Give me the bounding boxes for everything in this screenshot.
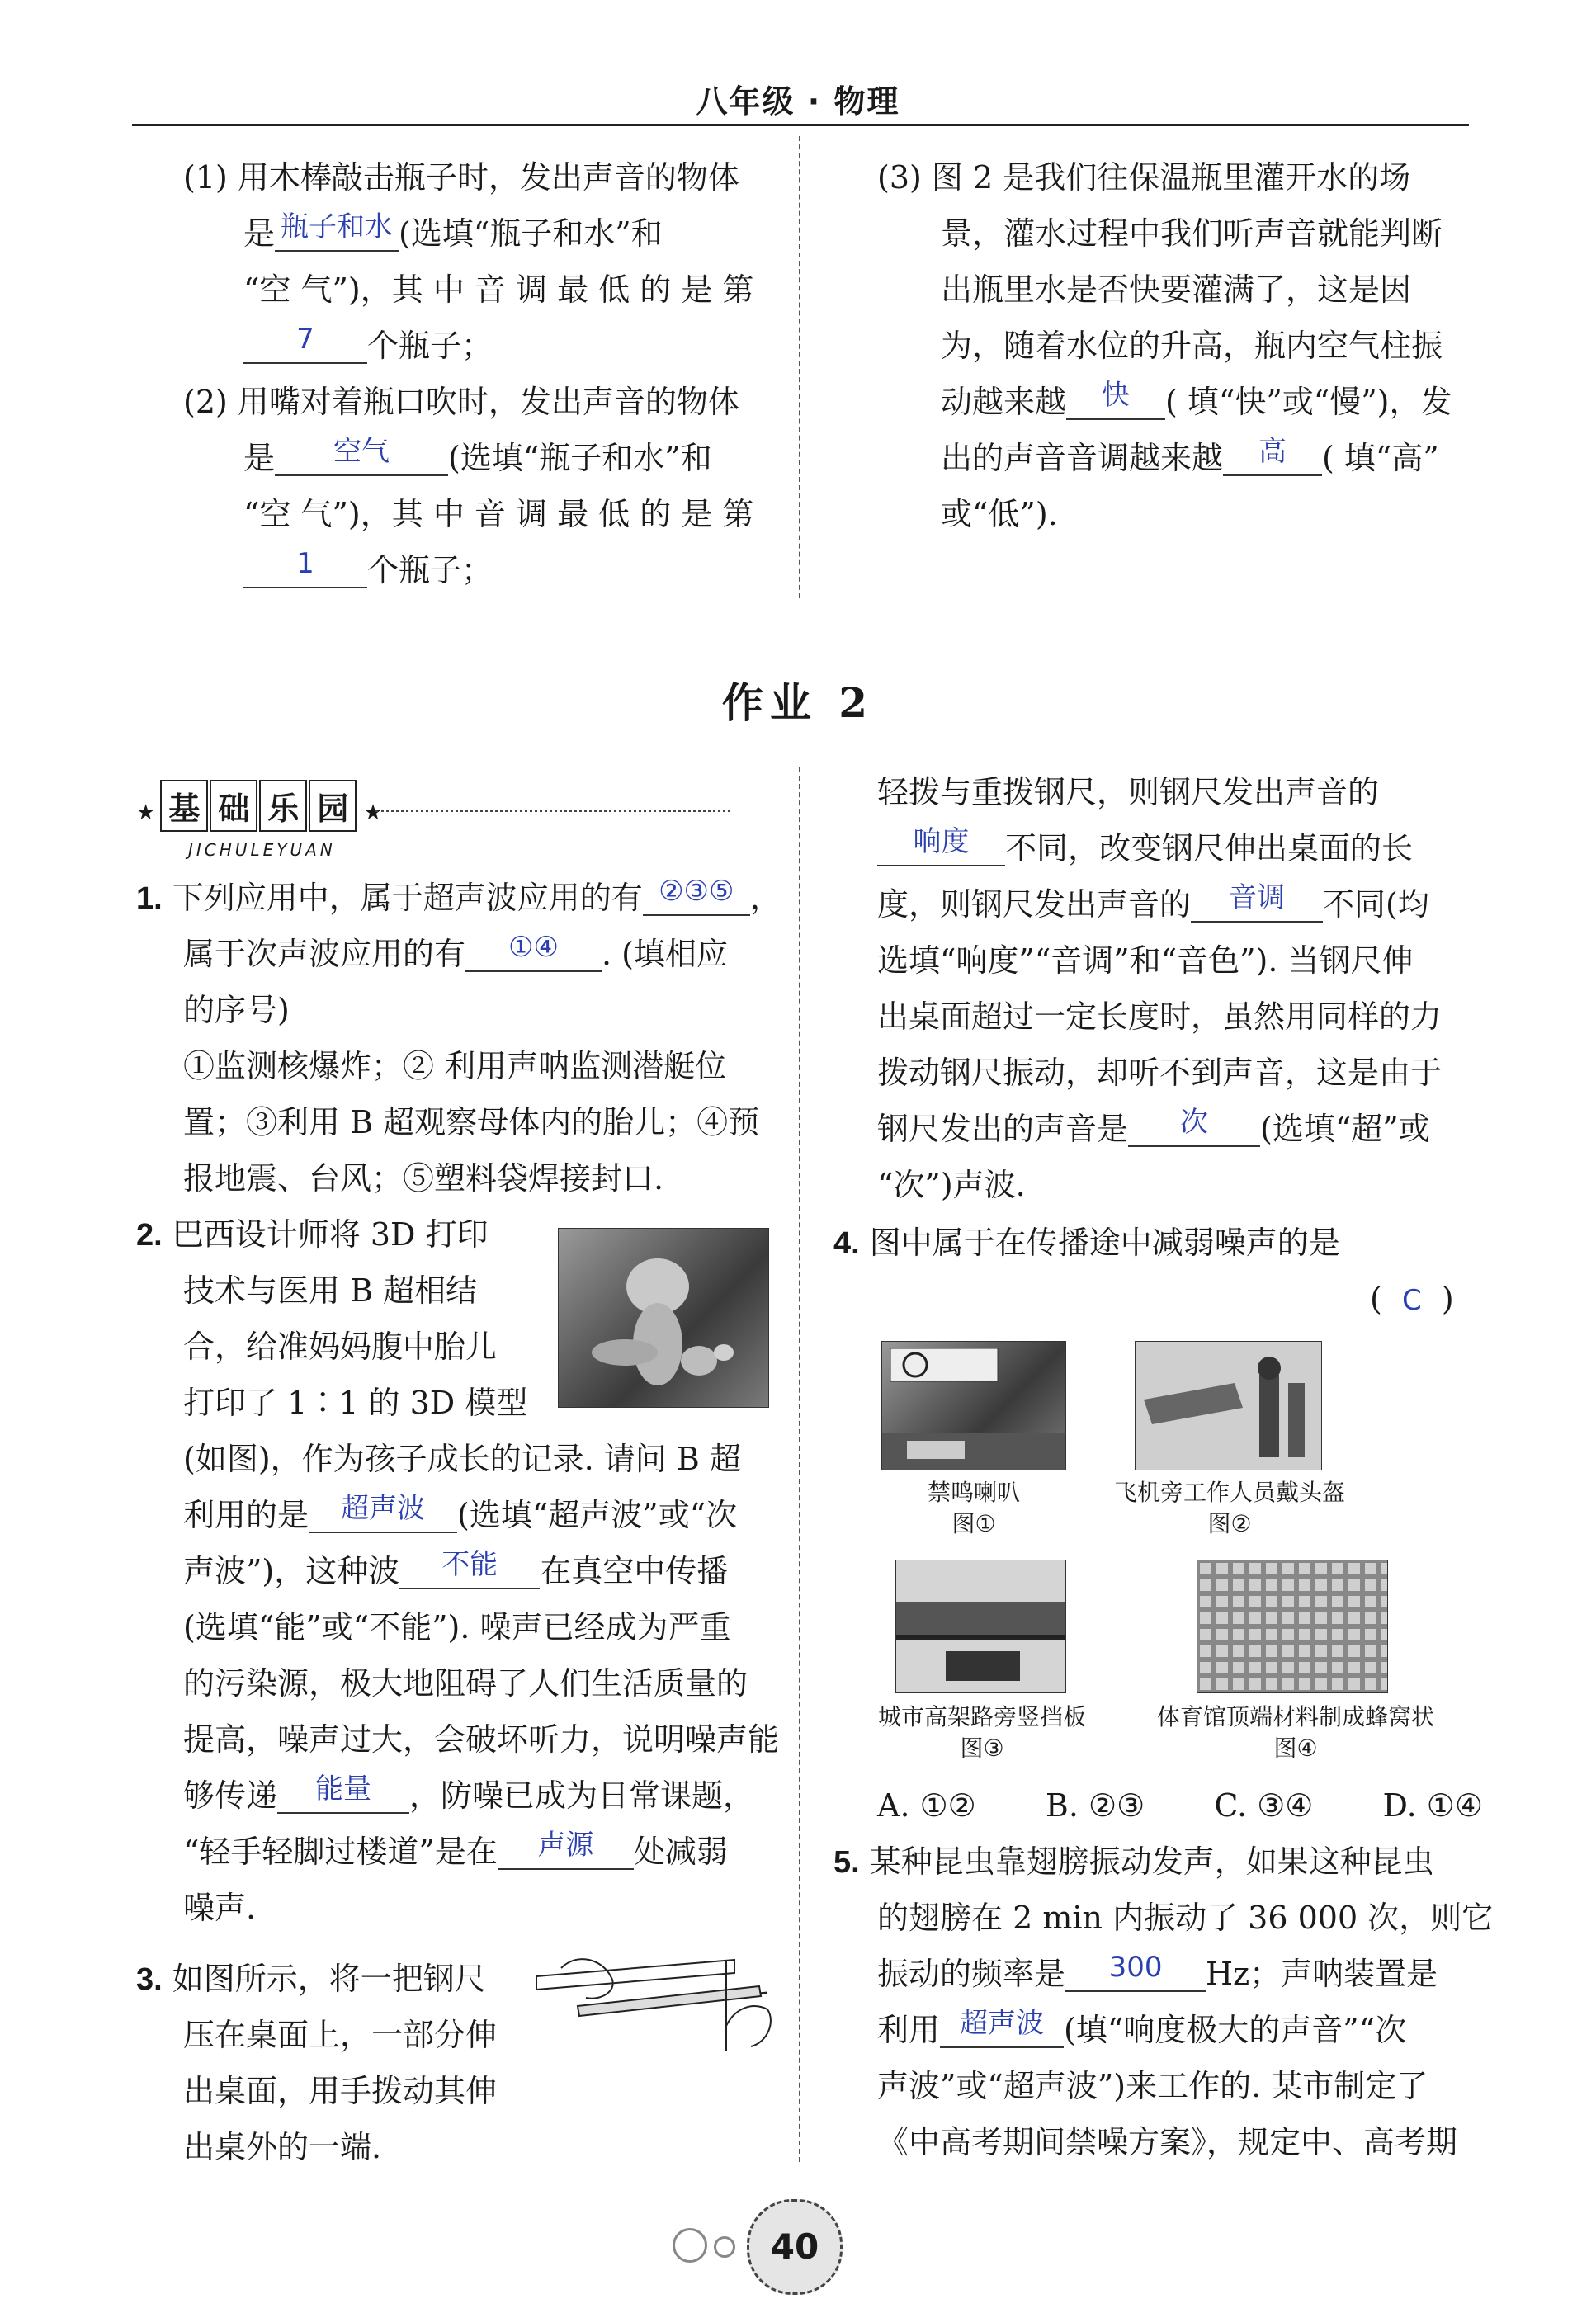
figure-3-photo	[895, 1560, 1066, 1693]
q-prev-1-line-1: (1) 用木棒敲击瓶子时，发出声音的物体	[183, 159, 739, 196]
q2-line-8: (选填“能”或“不能”). 噪声已经成为严重	[183, 1609, 731, 1645]
text: 如图所示，将一把钢尺	[172, 1961, 486, 1997]
question-number: 5.	[833, 1845, 860, 1880]
q3-right-line-6: 拨动钢尺振动，却听不到声音，这是由于	[877, 1055, 1443, 1091]
option-a: A. ①②	[877, 1787, 976, 1824]
text: 某种昆虫靠翅膀振动发声，如果这种昆虫	[869, 1843, 1434, 1880]
text: ，	[749, 880, 781, 916]
q2-line-12	[183, 1827, 728, 1876]
caption-label: 图②	[1207, 1510, 1252, 1537]
text: 钢尺发出的声音是	[877, 1111, 1129, 1147]
answer-blank	[1065, 1949, 1206, 1992]
figure-2-photo	[1135, 1341, 1322, 1470]
q3-right-line-8: “次”)声波.	[877, 1167, 1026, 1203]
answer-text: C	[1402, 1284, 1422, 1317]
star-icon: ★	[136, 800, 156, 825]
answer-blank	[1223, 433, 1322, 476]
q-prev-3-line-4: 为，随着水位的升高，瓶内空气柱振	[941, 328, 1443, 364]
q1-line-2	[183, 929, 728, 979]
q-prev-3-line-6	[941, 433, 1439, 483]
answer-blank	[1191, 880, 1323, 923]
caption-text: 禁鸣喇叭	[927, 1479, 1020, 1506]
q-prev-1-line-4	[243, 321, 493, 371]
answer-blank	[1066, 377, 1165, 420]
text: 个瓶子；	[367, 328, 493, 364]
q2-line-11	[183, 1771, 754, 1820]
q5-line-2: 的翅膀在 2 min 内振动了 36 000 次，则它	[877, 1900, 1494, 1936]
text: (填“响度极大的声音”“次	[1064, 2012, 1407, 2048]
q3-right-line-7	[877, 1104, 1430, 1154]
q-prev-2-line-3: “空 气”)，其 中 音 调 最 低 的 是 第	[243, 496, 754, 532]
text: (	[1370, 1281, 1382, 1317]
q3-line-2: 压在桌面上，一部分伸	[183, 2017, 498, 2053]
star-icon: ★	[363, 800, 383, 825]
q-prev-2-line-1: (2) 用嘴对着瓶口吹时，发出声音的物体	[183, 384, 739, 420]
q4-options	[877, 1781, 1483, 1830]
text: (选填“瓶子和水”和	[399, 215, 663, 252]
text: . (填相应	[602, 936, 728, 972]
q2-line-10: 提高，噪声过大，会破坏听力，说明噪声能	[183, 1721, 780, 1758]
text: 利用	[877, 2012, 941, 2048]
q4-stem	[833, 1218, 1340, 1268]
q-prev-3-line-2: 景，灌水过程中我们听声音就能判断	[941, 215, 1443, 252]
q1-line-5: 置；③利用 B 超观察母体内的胎儿；④预	[183, 1104, 760, 1140]
section-banner	[136, 780, 598, 838]
q4-answer-paren	[1370, 1274, 1454, 1325]
fetus-model-image	[559, 1229, 768, 1407]
figure-1-photo	[881, 1341, 1066, 1470]
text: 度，则钢尺发出声音的	[877, 886, 1192, 923]
answer-text: 响度	[913, 825, 970, 858]
answer-blank	[243, 545, 367, 588]
answer-text: 7	[296, 323, 314, 356]
decorative-circle	[673, 2228, 707, 2263]
q3-right-line-4: 选填“响度”“音调”和“音色”). 当钢尺伸	[877, 942, 1414, 979]
text: ，防噪已成为日常课题，	[409, 1777, 755, 1814]
text: 是	[243, 215, 276, 252]
q5-line-1	[833, 1837, 1434, 1887]
text: 出的声音音调越来越	[941, 440, 1224, 476]
answer-blank	[643, 873, 750, 916]
q1-line-3: 的序号)	[183, 992, 290, 1028]
q2-line-2: 技术与医用 B 超相结	[183, 1272, 478, 1309]
text: 个瓶子；	[367, 552, 493, 588]
caption-text: 飞机旁工作人员戴头盔	[1113, 1479, 1345, 1506]
text: 下列应用中，属于超声波应用的有	[172, 880, 643, 916]
answer-text: 次	[1180, 1106, 1209, 1139]
q3-line-1	[136, 1954, 486, 2004]
text: 在真空中传播	[540, 1553, 729, 1589]
figure-1-caption	[866, 1477, 1081, 1540]
answer-text: 不能	[441, 1548, 498, 1581]
airport-workers-image	[1136, 1342, 1321, 1470]
q2-line-6	[183, 1490, 737, 1540]
banner-char: 基	[160, 780, 208, 832]
honeycomb-ceiling-image	[1197, 1560, 1387, 1692]
q3-line-4: 出桌外的一端.	[183, 2129, 382, 2165]
figure-4-photo	[1197, 1560, 1388, 1693]
question-number: 4.	[833, 1226, 860, 1261]
q2-line-9: 的污染源，极大地阻碍了人们生活质量的	[183, 1665, 748, 1702]
bottom-column-divider	[799, 767, 800, 2162]
q3-right-line-5: 出桌面超过一定长度时，虽然用同样的力	[877, 998, 1443, 1035]
street-scene-image	[882, 1342, 1065, 1470]
3d-model-photo	[558, 1228, 769, 1408]
q2-line-4: 打印了 1∶1 的 3D 模型	[183, 1385, 528, 1421]
text: (选填“瓶子和水”和	[448, 440, 712, 476]
decorative-circle	[714, 2236, 735, 2258]
answer-text: 1	[296, 547, 314, 580]
elevated-road-barrier-image	[896, 1560, 1065, 1692]
text: 动越来越	[941, 384, 1067, 420]
q3-right-line-3	[877, 880, 1429, 929]
q2-line-5: (如图)，作为孩子成长的记录. 请问 B 超	[183, 1441, 741, 1477]
text: 振动的频率是	[877, 1956, 1066, 1992]
banner-char: 园	[309, 780, 357, 832]
answer-blank	[1128, 1104, 1260, 1147]
section-title: 作业 2	[721, 678, 875, 727]
option-b: B. ②③	[1045, 1787, 1145, 1824]
text: 利用的是	[183, 1497, 309, 1533]
text: ( 填“快”或“慢”)，发	[1165, 384, 1452, 420]
q5-line-6: 《中高考期间禁噪方案》，规定中、高考期	[877, 2124, 1458, 2160]
caption-label: 图④	[1273, 1735, 1318, 1762]
text: 图中属于在传播途中减弱噪声的是	[869, 1225, 1340, 1261]
answer-blank	[877, 824, 1005, 866]
text: 不同，改变钢尺伸出桌面的长	[1005, 830, 1414, 866]
answer-text: 瓶子和水	[281, 210, 394, 243]
banner-dotted-line	[375, 810, 730, 812]
page-number: 40	[747, 2199, 843, 2295]
answer-text: 空气	[333, 435, 390, 468]
option-c: C. ③④	[1214, 1787, 1314, 1824]
q1-line-1	[136, 873, 781, 923]
caption-text: 体育馆顶端材料制成蜂窝状	[1156, 1703, 1434, 1730]
q3-right-line-2	[877, 824, 1413, 873]
text: 够传递	[183, 1777, 278, 1814]
answer-text: 声源	[537, 1829, 594, 1862]
text: (选填“超声波”或“次	[457, 1497, 738, 1533]
question-number: 2.	[136, 1218, 163, 1253]
q-prev-1-line-2	[243, 209, 663, 258]
answer-blank	[275, 209, 399, 252]
answer-text: 高	[1258, 435, 1287, 468]
q-prev-3-line-5	[941, 377, 1452, 427]
page-header-title: 八年级 · 物理	[696, 83, 900, 120]
question-number: 3.	[136, 1962, 163, 1997]
q3-right-line-1: 轻拨与重拨钢尺，则钢尺发出声音的	[877, 774, 1380, 810]
header-rule	[132, 124, 1469, 126]
text: (选填“超”或	[1260, 1111, 1430, 1147]
q-prev-3-line-1: (3) 图 2 是我们往保温瓶里灌开水的场	[877, 159, 1411, 196]
answer-blank	[940, 2005, 1064, 2048]
text: )	[1441, 1281, 1454, 1317]
q2-line-13: 噪声.	[183, 1890, 257, 1926]
text: Hz；声呐装置是	[1206, 1956, 1438, 1992]
q-prev-3-line-7: 或“低”).	[941, 496, 1058, 532]
caption-text: 城市高架路旁竖挡板	[877, 1703, 1086, 1730]
q1-line-4: ①监测核爆炸；② 利用声呐监测潜艇位	[183, 1048, 727, 1084]
q2-line-1	[136, 1210, 489, 1260]
banner-char: 乐	[259, 780, 307, 832]
q-prev-3-line-3: 出瓶里水是否快要灌满了，这是因	[941, 271, 1412, 308]
text: “轻手轻脚过楼道”是在	[183, 1834, 498, 1870]
answer-blank	[243, 321, 367, 364]
text: 声波”)，这种波	[183, 1553, 400, 1589]
caption-label: 图③	[960, 1735, 1004, 1762]
q2-line-3: 合，给准妈妈腹中胎儿	[183, 1329, 498, 1365]
answer-blank	[498, 1827, 634, 1870]
text: 不同(均	[1323, 886, 1429, 923]
q-prev-1-line-3: “空 气”)，其 中 音 调 最 低 的 是 第	[243, 271, 754, 308]
top-column-divider	[799, 136, 800, 598]
answer-text: 超声波	[960, 2007, 1045, 2040]
figure-4-caption	[1131, 1702, 1461, 1764]
banner-char: 础	[210, 780, 257, 832]
answer-text: 超声波	[341, 1492, 426, 1525]
answer-blank	[277, 1771, 409, 1814]
answer-text: 能量	[315, 1773, 372, 1806]
text: 处减弱	[633, 1834, 728, 1870]
answer-text: ②③⑤	[659, 875, 734, 908]
answer-text: 300	[1108, 1951, 1163, 1984]
figure-2-caption	[1089, 1477, 1370, 1540]
text: 是	[243, 440, 276, 476]
answer-blank	[399, 1546, 540, 1589]
answer-blank	[465, 929, 602, 972]
q5-line-4	[877, 2005, 1406, 2055]
answer-text: ①④	[508, 931, 559, 964]
q-prev-2-line-2	[243, 433, 712, 483]
banner-pinyin: JICHULEYUAN	[188, 840, 336, 860]
question-number: 1.	[136, 881, 163, 916]
answer-text: 快	[1102, 379, 1131, 412]
text: 巴西设计师将 3D 打印	[172, 1216, 489, 1253]
text: ( 填“高”	[1322, 440, 1439, 476]
q2-line-7	[183, 1546, 728, 1596]
q5-line-3	[877, 1949, 1438, 1999]
q-prev-2-line-4	[243, 545, 493, 595]
answer-blank	[309, 1490, 457, 1533]
figure-3-caption	[858, 1702, 1106, 1764]
answer-text: 音调	[1229, 881, 1286, 914]
text: 属于次声波应用的有	[183, 936, 466, 972]
q5-line-5: 声波”或“超声波”)来工作的. 某市制定了	[877, 2068, 1428, 2104]
option-d: D. ①④	[1382, 1787, 1483, 1824]
ruler-on-table-figure	[528, 1943, 776, 2059]
answer-blank	[275, 433, 448, 476]
caption-label: 图①	[951, 1510, 996, 1537]
q1-line-6: 报地震、台风；⑤塑料袋焊接封口.	[183, 1160, 664, 1197]
q3-line-3: 出桌面，用手拨动其伸	[183, 2073, 498, 2109]
